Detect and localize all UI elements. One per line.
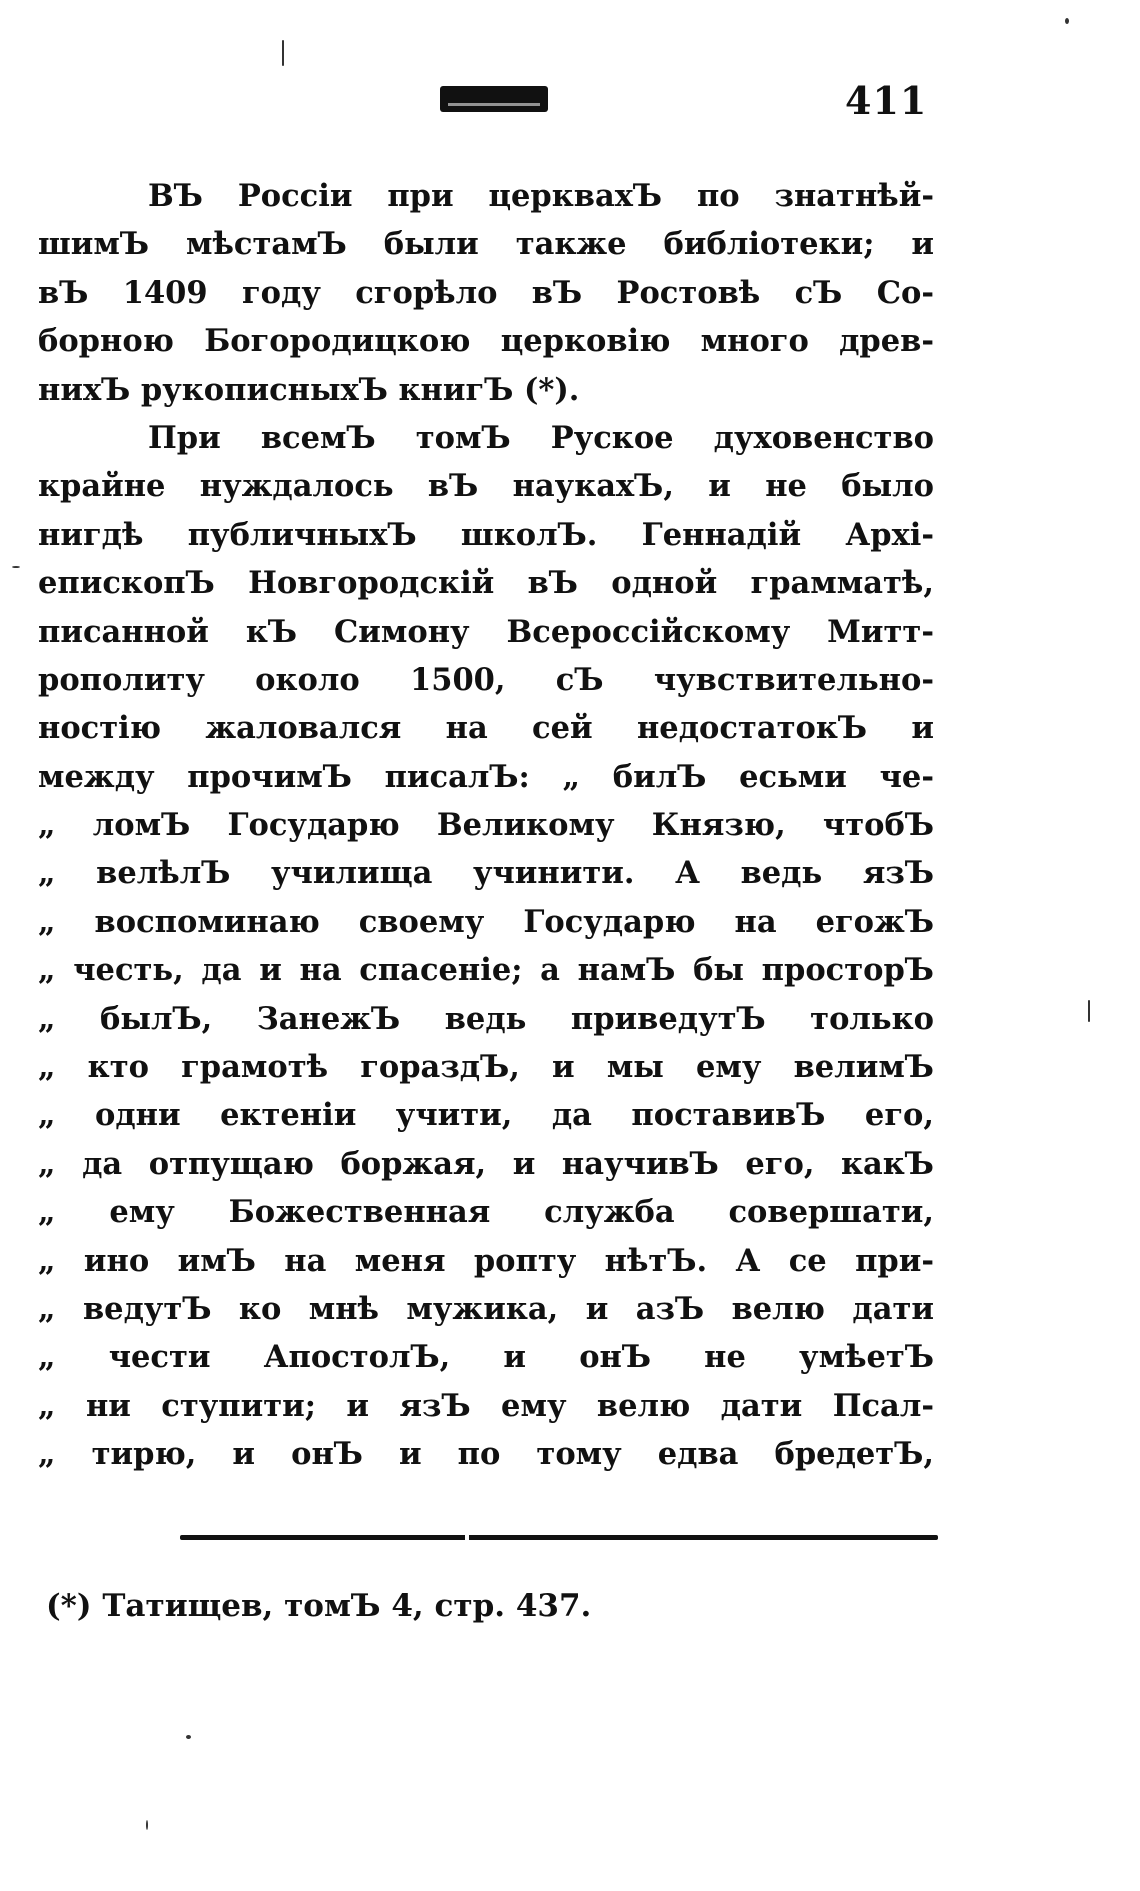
text-line: крайне нуждалось вЪ наукахЪ, и не было [38, 468, 934, 505]
text-line: епископЪ Новгородскій вЪ одной грамматѣ, [38, 565, 934, 602]
text-line: ностію жаловался на сей недостатокЪ и [38, 710, 934, 747]
text-line: „ ему Божественная служба совершати, [38, 1194, 934, 1231]
footnote-divider [180, 1535, 938, 1540]
paragraph-2 [38, 414, 934, 1479]
text-line: нигдѣ публичныхЪ школЪ. Геннадій Архі- [38, 516, 934, 553]
text-line: „ воспоминаю своему Государю на егожЪ [38, 903, 934, 940]
paragraph-1 [38, 172, 934, 414]
text-line: писанной кЪ Симону Всероссійскому Митт- [38, 613, 934, 650]
page-number: 411 [845, 78, 928, 123]
print-speck [12, 566, 20, 568]
text-line: ВЪ Россіи при церквахЪ по знатнѣй- [148, 178, 934, 214]
text-line: „ ломЪ Государю Великому Князю, чтобЪ [38, 807, 934, 844]
text-line: „ былЪ, ЗанежЪ ведь приведутЪ только [38, 1000, 934, 1037]
text-line: вЪ 1409 году сгорѣло вЪ Ростовѣ сЪ Со- [38, 274, 934, 311]
text-line: борною Богородицкою церковію много древ- [38, 323, 934, 360]
text-line: шимЪ мѣстамЪ были также библіотеки; и [38, 226, 934, 263]
body-text [38, 172, 934, 1479]
text-line: „ кто грамотѣ гораздЪ, и мы ему велимЪ [38, 1049, 934, 1086]
print-speck [1088, 1000, 1090, 1022]
print-speck [1065, 18, 1069, 24]
text-line: „ ино имЪ на меня ропту нѣтЪ. А се при- [38, 1242, 934, 1279]
header-ornament-bar [440, 86, 548, 112]
text-line: „ честь, да и на спасеніе; а намЪ бы просторЪ [38, 952, 934, 989]
text-line: „ велѣлЪ училища учинити. А ведь язЪ [38, 855, 934, 892]
text-line: При всемЪ томЪ Руское духовенство [148, 419, 934, 456]
print-speck [146, 1820, 148, 1830]
text-line: „ ведутЪ ко мнѣ мужика, и азЪ велю дати [38, 1290, 934, 1327]
text-line: рополиту около 1500, сЪ чувствительно- [38, 661, 934, 698]
divider-gap [465, 1534, 469, 1541]
text-line: „ да отпущаю боржая, и научивЪ его, какЪ [38, 1145, 934, 1182]
print-speck [282, 40, 284, 66]
text-line: „ чести АпостолЪ, и онЪ не умѣетЪ [38, 1339, 934, 1376]
text-line: „ ни ступити; и язЪ ему велю дати Псал- [38, 1387, 934, 1424]
print-speck [186, 1735, 191, 1739]
text-line: нихЪ рукописныхЪ книгЪ (*). [38, 371, 580, 408]
footnote: (*) Татищев, томЪ 4, стр. 437. [46, 1588, 592, 1624]
text-line: между прочимЪ писалЪ: „ билЪ есьми че- [38, 758, 934, 795]
text-line: „ тирю, и онЪ и по тому едва бредетЪ, [38, 1436, 934, 1473]
text-line: „ одни ектеніи учити, да поставивЪ его, [38, 1097, 934, 1134]
